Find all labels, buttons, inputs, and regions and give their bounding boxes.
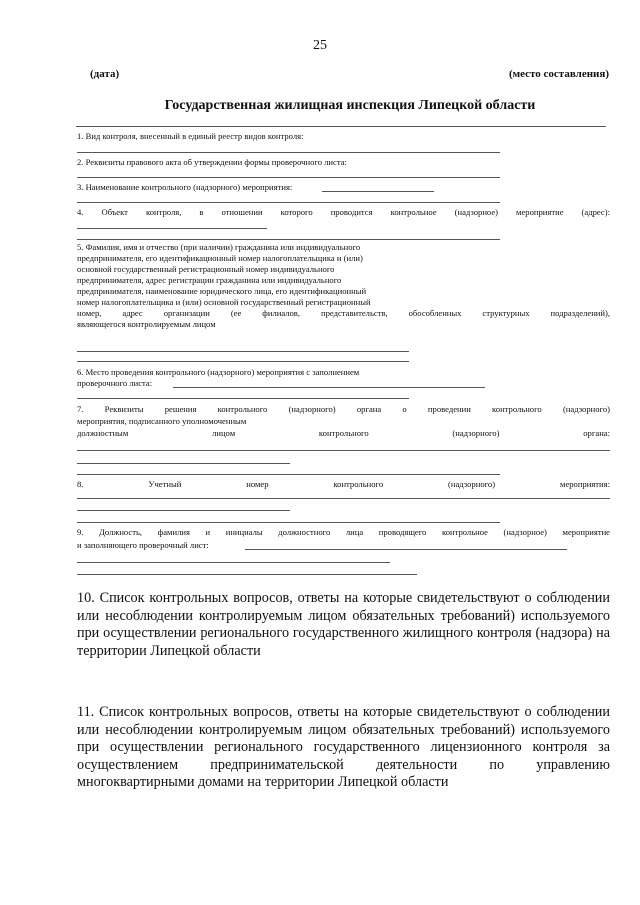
document-title: Государственная жилищная инспекция Липецкой области [164, 98, 536, 113]
item-9-fill-line-2[interactable] [77, 562, 390, 563]
item-9-label-2: и заполняющего проверочный лист: [77, 540, 209, 550]
item-7-fill-line-2[interactable] [77, 463, 290, 464]
item-4-fill-line-2[interactable] [77, 239, 500, 240]
item-5-fill-line-2[interactable] [77, 361, 409, 362]
item-9-fill-line-3[interactable] [77, 574, 417, 575]
item-5-line: являющегося контролируемым лицом [77, 319, 216, 329]
item-6-fill-line-inline[interactable] [173, 387, 485, 388]
item-8-fill-line-3[interactable] [77, 522, 500, 523]
item-5-line: 5. Фамилия, имя и отчество (при наличии) гражданина или индивидуального [77, 242, 361, 252]
item-4-fill-line-1[interactable] [77, 228, 267, 229]
item-3-fill-line-inline[interactable] [322, 191, 434, 192]
page-number: 25 [313, 38, 327, 53]
item-8-fill-line-2[interactable] [77, 510, 290, 511]
item-6-label-1: 6. Место проведения контрольного (надзорного) мероприятия с заполнением [77, 367, 360, 377]
item-3-fill-line[interactable] [77, 202, 500, 203]
item-7-fill-line-3[interactable] [77, 474, 500, 475]
section-11-heading: 11. Список контрольных вопросов, ответы на которые свидетельствуют о соблюдении или несоблюдении контролируемым лицом обязательных требований) используемого при осуществлении регионального государственного лицензионного контроля за осуществлением предпринимательской деятельности по управлению многоквартирными домами на территории Липецкой области [77, 704, 610, 790]
item-5-line: предпринимателя, его идентификационный номер налогоплательщика и (или) [77, 253, 363, 263]
item-5-line: основной государственный регистрационный номер индивидуального [77, 264, 335, 274]
item-7-fill-line-1[interactable] [77, 450, 610, 451]
item-6-label-2: проверочного листа: [77, 378, 153, 388]
item-7-label-2: мероприятия, подписанного уполномоченным [77, 416, 247, 426]
item-5-line: номер, адрес организации (ее филиалов, представительств, обособленных структурных подразделений), [77, 308, 610, 318]
section-10-heading: 10. Список контрольных вопросов, ответы на которые свидетельствуют о соблюдении или несоблюдении контролируемым лицом обязательных требований) используемого при осуществлении регионального государственного жилищного контроля (надзора) на территории Липецкой области [77, 590, 610, 659]
item-2-label: 2. Реквизиты правового акта об утверждении формы проверочного листа: [77, 157, 347, 167]
item-8-fill-line-1[interactable] [77, 498, 610, 499]
item-3-label: 3. Наименование контрольного (надзорного) мероприятия: [77, 182, 293, 192]
item-9-fill-line-inline[interactable] [245, 549, 567, 550]
item-5-line: номер налогоплательщика и (или) основной государственный регистрационный [77, 297, 371, 307]
item-4-label: 4. Объект контроля, в отношении которого проводится контрольное (надзорное) мероприятие (адрес): [77, 207, 610, 217]
item-9-label-1: 9. Должность, фамилия и инициалы должностного лица проводящего контрольное (надзорное) мероприятие [77, 527, 610, 537]
item-5-block [77, 242, 610, 330]
item-5-fill-line-1[interactable] [77, 351, 409, 352]
date-label: (дата) [90, 68, 120, 80]
item-7-label-3: должностным лицом контрольного (надзорного) органа: [77, 428, 610, 438]
item-5-line: предпринимателя, наименование юридического лица, его идентификационный [77, 286, 367, 296]
item-6-fill-line[interactable] [77, 398, 409, 399]
item-8-label: 8. Учетный номер контрольного (надзорного) мероприятия: [77, 479, 610, 489]
place-label: (место составления) [508, 68, 609, 80]
item-2-fill-line[interactable] [77, 177, 500, 178]
item-7-label-1: 7. Реквизиты решения контрольного (надзорного) органа о проведении контрольного (надзорного) [77, 404, 610, 414]
item-1-fill-line[interactable] [77, 152, 500, 153]
item-1-label: 1. Вид контроля, внесенный в единый реестр видов контроля: [77, 131, 304, 141]
item-5-line: предпринимателя, адрес регистрации гражданина или индивидуального [77, 275, 342, 285]
title-underline [76, 126, 606, 127]
